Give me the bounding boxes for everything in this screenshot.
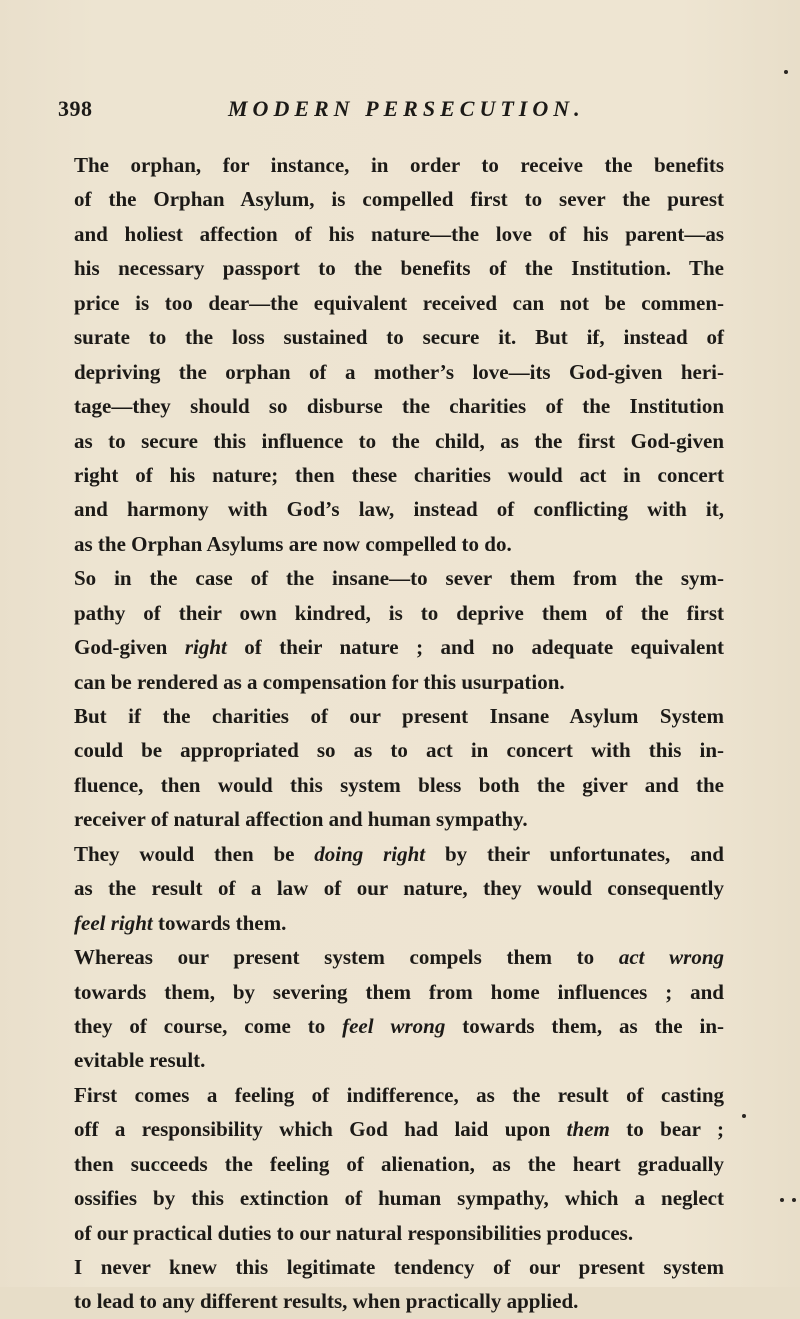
- text-line: But if the charities of our present Insane Asylum System: [74, 704, 724, 728]
- text-line: First comes a feeling of indifference, as the result of casting: [74, 1082, 724, 1107]
- italic-emphasis: them: [566, 1117, 610, 1142]
- text-line: and holiest affection of his nature—the love of his parent—as: [74, 221, 724, 246]
- text-line: his necessary passport to the benefits of the Institution. The: [74, 256, 724, 281]
- text-line: fluence, then would this system bless both the giver and the: [74, 772, 724, 797]
- text-line: as the result of a law of our nature, they would consequently: [74, 876, 724, 901]
- text-line: and harmony with God’s law, instead of conflicting with it,: [74, 497, 724, 522]
- italic-emphasis: feel wrong: [342, 1013, 446, 1038]
- text-line: Whereas our present system compels them to act wrong: [74, 945, 724, 970]
- text-line: price is too dear—the equivalent received can not be commen-: [74, 290, 724, 315]
- text-line: pathy of their own kindred, is to deprive them of the first: [74, 600, 724, 625]
- text-line: as the Orphan Asylums are now compelled to do.: [74, 531, 512, 556]
- text-line: could be appropriated so as to act in concert with this in-: [74, 738, 724, 763]
- text-line: depriving the orphan of a mother’s love—its God-given heri-: [74, 359, 724, 384]
- scan-speck: [742, 1114, 746, 1118]
- scan-speck: [792, 1198, 796, 1202]
- text-line: off a responsibility which God had laid upon them to bear ;: [74, 1117, 724, 1142]
- text-line: ossifies by this extinction of human sympathy, which a neglect: [74, 1186, 724, 1211]
- body-text: [74, 148, 724, 1319]
- page-number: 398: [58, 96, 93, 121]
- text-line: tage—they should so disburse the charities of the Institution: [74, 394, 724, 419]
- text-line: to lead to any different results, when practically applied.: [74, 1289, 579, 1314]
- text-line: towards them, by severing them from home influences ; and: [74, 979, 724, 1004]
- scan-speck: [784, 70, 788, 74]
- text-line: I never knew this legitimate tendency of our present system: [74, 1255, 724, 1279]
- text-line: They would then be doing right by their unfortunates, and: [74, 841, 724, 866]
- text-line: evitable result.: [74, 1048, 206, 1073]
- text-line: right of his nature; then these charities would act in concert: [74, 462, 724, 487]
- italic-emphasis: act wrong: [618, 945, 724, 970]
- scan-speck: [780, 1198, 784, 1202]
- text-line: So in the case of the insane—to sever them from the sym-: [74, 566, 724, 591]
- text-line: surate to the loss sustained to secure it. But if, instead of: [74, 325, 724, 350]
- page-header: [58, 96, 718, 136]
- text-line: as to secure this influence to the child, as the first God-given: [74, 428, 724, 453]
- text-line: receiver of natural affection and human sympathy.: [74, 807, 528, 832]
- italic-emphasis: feel right: [74, 910, 153, 935]
- italic-emphasis: right: [184, 635, 227, 660]
- text-line: of the Orphan Asylum, is compelled first to sever the purest: [74, 187, 724, 212]
- text-line: can be rendered as a compensation for this usurpation.: [74, 669, 565, 694]
- text-line: God-given right of their nature ; and no adequate equivalent: [74, 635, 725, 660]
- text-line: feel right towards them.: [74, 910, 287, 935]
- text-line: The orphan, for instance, in order to receive the benefits: [74, 153, 724, 177]
- text-line: of our practical duties to our natural responsibilities produces.: [74, 1220, 634, 1245]
- text-line: they of course, come to feel wrong towards them, as the in-: [74, 1013, 724, 1038]
- text-line: then succeeds the feeling of alienation, as the heart gradually: [74, 1151, 724, 1176]
- running-title: MODERN PERSECUTION.: [228, 96, 585, 121]
- italic-emphasis: doing right: [314, 841, 426, 866]
